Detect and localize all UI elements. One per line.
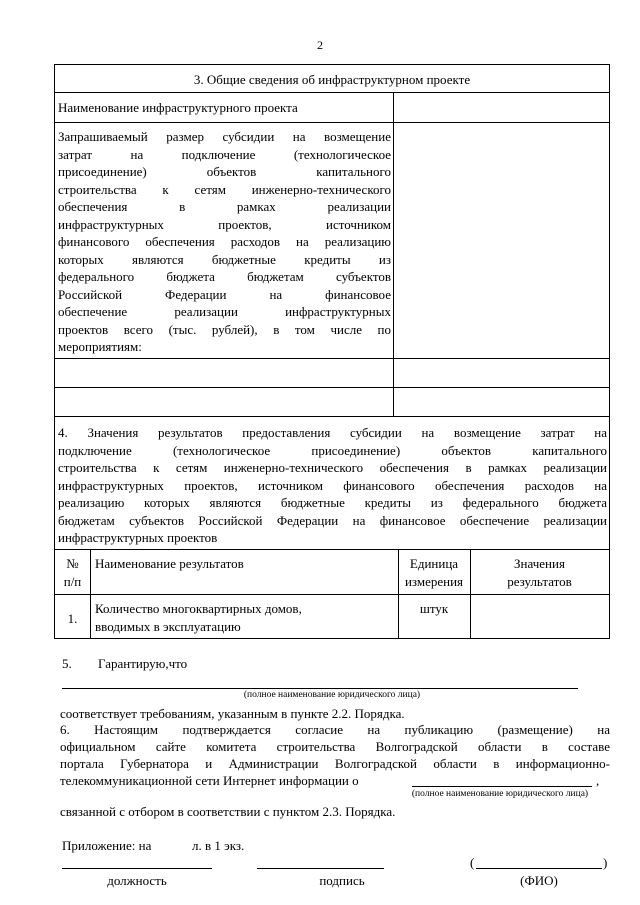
header-number-line: п/п: [63, 573, 82, 589]
section4-title-line: реализацию которых являются бюджетные кредиты из федерального бюджета: [58, 495, 607, 510]
subsidy-line: финансового обеспечения расходов на реализацию: [58, 234, 391, 249]
subsidy-line: которых являются бюджетные кредиты из: [58, 251, 391, 267]
header-unit-line: Единица: [409, 556, 459, 571]
section4-title-line: инфраструктурных проектов, источником финансового обеспечения расходов на: [58, 477, 607, 493]
item6-line: портала Губернатора и Администрации Волгоградской области в информационно-: [60, 756, 610, 771]
position-line: [62, 868, 212, 869]
header-value-line: Значения: [514, 556, 565, 571]
row-result-name-line: Количество многоквартирных домов,: [95, 601, 302, 616]
appendix-label: Приложение: на: [62, 838, 152, 853]
section4-title-line: инфраструктурных проектов: [58, 530, 218, 545]
subsidy-line: мероприятиям:: [58, 339, 142, 354]
table-rule: [55, 358, 609, 359]
subsidy-line: Российской Федерации на финансовое: [58, 286, 391, 302]
position-label: должность: [107, 873, 167, 888]
fio-label: (ФИО): [520, 873, 558, 888]
application-table: [54, 64, 610, 639]
subsidy-line: обеспечения в рамках реализации: [58, 199, 391, 214]
item5-number: 5.: [62, 656, 72, 671]
item6-caption: (полное наименование юридического лица): [411, 789, 589, 799]
subsidy-line: строительства к сетям инженерно-технического: [58, 181, 391, 197]
table-rule: [55, 92, 609, 93]
item6-comma: ,: [596, 773, 600, 788]
section4-title: [58, 424, 607, 547]
section3-title: 3. Общие сведения об инфраструктурном проекте: [193, 72, 471, 87]
page-number: 2: [317, 38, 323, 52]
table-rule: [90, 549, 91, 639]
table-rule: [55, 549, 609, 550]
section4-title-line: 4. Значения результатов предоставления субсидии на возмещение затрат на: [58, 425, 607, 440]
item6-line: официальном сайте комитета строительства Волгоградской области в составе: [60, 739, 610, 754]
subsidy-line: присоединение) объектов капитального: [58, 164, 391, 179]
fio-close-paren: ): [603, 855, 608, 870]
table-rule: [55, 416, 609, 417]
header-value-line: результатов: [507, 573, 572, 589]
item5-caption: (полное наименование юридического лица): [243, 690, 421, 700]
fio-line: [476, 868, 602, 869]
signature-label: подпись: [319, 873, 365, 888]
header-number-line: №: [66, 556, 79, 571]
subsidy-label: [58, 128, 391, 356]
header-number: [55, 555, 90, 590]
table-rule: [393, 92, 394, 416]
table-rule: [55, 122, 609, 123]
section4-title-line: бюджетам субъектов Российской Федерации на финансовое обеспечение реализации: [58, 512, 607, 528]
legal-entity-line: [62, 688, 578, 689]
header-result-name: Наименование результатов: [95, 556, 244, 571]
item6-last-line: связанной с отбором в соответствии с пунктом 2.3. Порядка.: [60, 804, 396, 819]
appendix-sheets: л. в 1 экз.: [192, 838, 245, 853]
item6-line: 6. Настоящим подтверждается согласие на публикацию (размещение) на: [60, 722, 610, 737]
subsidy-line: проектов всего (тыс. рублей), в том числе по: [58, 321, 391, 337]
subsidy-line: затрат на подключение (технологическое: [58, 146, 391, 162]
fio-open-paren: (: [470, 855, 475, 870]
legal-entity-line: [412, 786, 592, 787]
table-rule: [55, 387, 609, 388]
header-value: [470, 555, 609, 590]
subsidy-line: Запрашиваемый размер субсидии на возмещение: [58, 129, 391, 144]
row-result-name: [95, 600, 395, 635]
header-unit: [398, 555, 470, 590]
row-number: 1.: [67, 611, 78, 626]
subsidy-line: инфраструктурных проектов, источником: [58, 216, 391, 232]
subsidy-line: федерального бюджета бюджетам субъектов: [58, 269, 391, 284]
signature-line: [257, 868, 384, 869]
table-rule: [55, 594, 609, 595]
item5-text: Гарантирую,что: [98, 656, 188, 671]
section4-title-line: подключение (технологическое присоединение) объектов капитального: [58, 442, 607, 458]
project-name-label: Наименование инфраструктурного проекта: [58, 100, 298, 115]
header-unit-line: измерения: [404, 573, 464, 589]
item6-line: телекоммуникационной сети Интернет информации о: [60, 773, 359, 788]
subsidy-line: обеспечение реализации инфраструктурных: [58, 304, 391, 319]
row-result-name-line: вводимых в эксплуатацию: [95, 618, 241, 634]
item5-continuation: соответствует требованиям, указанным в пункте 2.2. Порядка.: [60, 706, 405, 721]
row-unit: штук: [419, 601, 449, 616]
section4-title-line: строительства к сетям инженерно-технического обеспечения в рамках реализации: [58, 460, 607, 475]
